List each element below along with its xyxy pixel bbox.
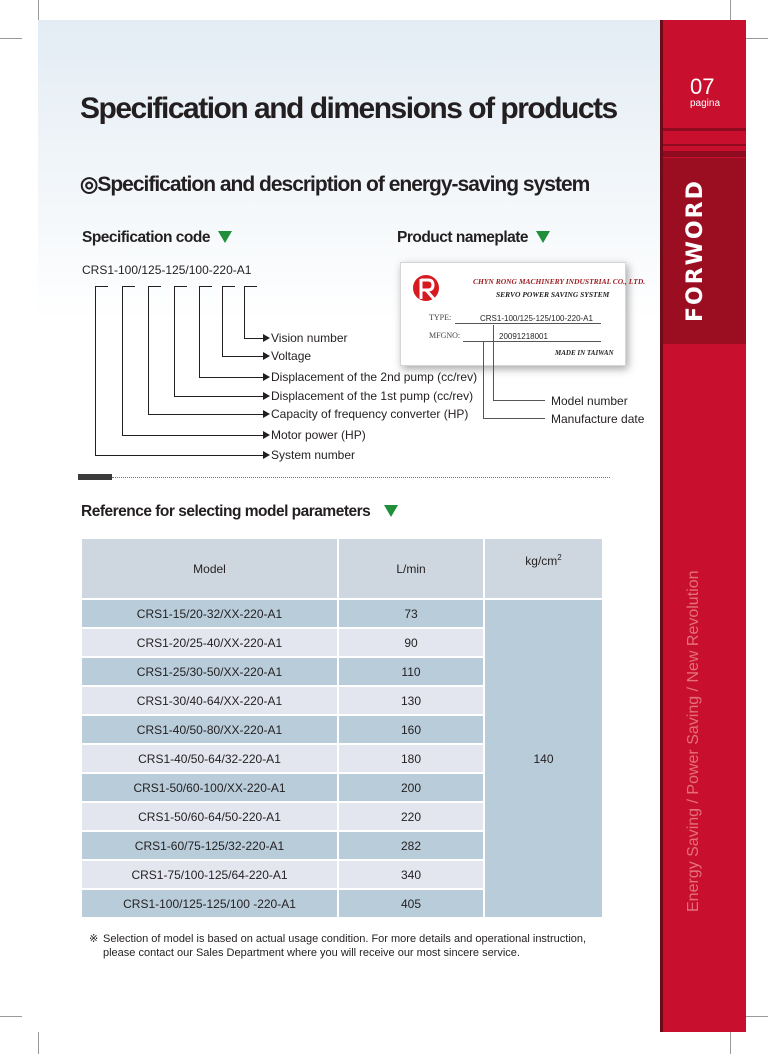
bracket-tick xyxy=(199,286,212,287)
bracket-line xyxy=(222,286,223,356)
arrow-right-icon xyxy=(263,431,270,439)
bracket-line xyxy=(95,286,96,455)
crop-mark xyxy=(0,38,22,39)
page-number-label: pagina xyxy=(690,98,721,109)
crop-mark xyxy=(730,0,731,22)
crop-mark xyxy=(746,38,768,39)
nameplate-type-label: TYPE: xyxy=(429,313,452,322)
cell-lmin: 220 xyxy=(339,803,483,830)
arrow-right-icon xyxy=(263,392,270,400)
column-header-pressure: $kg/cm^2$ xyxy=(485,539,602,598)
model-parameter-table xyxy=(80,537,604,919)
arrow-right-icon xyxy=(263,373,270,381)
sidebar-stripe xyxy=(663,151,746,157)
bracket-line xyxy=(244,286,245,338)
arrow-right-icon xyxy=(263,410,270,418)
spec-label-voltage: Voltage xyxy=(271,349,312,363)
cell-model: CRS1-20/25-40/XX-220-A1 xyxy=(82,629,337,656)
leader-line xyxy=(222,356,263,357)
spec-code-heading-text: Specification code xyxy=(82,229,210,246)
cell-lmin: 405 xyxy=(339,890,483,917)
nameplate-heading-text: Product nameplate xyxy=(397,229,529,246)
bracket-tick xyxy=(174,286,187,287)
spec-label-system: System number xyxy=(271,448,356,462)
footnote-mark: ※ xyxy=(89,933,99,945)
callout-line xyxy=(483,418,545,419)
nameplate-type-value: CRS1-100/125-125/100-220-A1 xyxy=(480,314,593,323)
crop-mark xyxy=(730,1032,731,1054)
cell-lmin: 160 xyxy=(339,716,483,743)
cell-lmin: 340 xyxy=(339,861,483,888)
cell-model: CRS1-50/60-100/XX-220-A1 xyxy=(82,774,337,801)
arrow-right-icon xyxy=(263,334,270,342)
leader-line xyxy=(244,338,263,339)
leader-line xyxy=(95,455,263,456)
spec-label-pump2: Displacement of the 2nd pump (cc/rev) xyxy=(271,370,478,384)
cell-lmin: 90 xyxy=(339,629,483,656)
callout-line xyxy=(493,400,545,401)
table-header-row xyxy=(82,539,602,598)
divider-bar xyxy=(78,474,112,480)
nameplate-company: CHYN RONG MACHINERY INDUSTRIAL CO., LTD. xyxy=(473,277,646,286)
callout-line xyxy=(483,341,484,419)
cell-lmin: 130 xyxy=(339,687,483,714)
cell-model: CRS1-75/100-125/64-220-A1 xyxy=(82,861,337,888)
nameplate-heading xyxy=(397,229,550,247)
cell-pressure: 140 xyxy=(485,600,602,917)
bracket-tick xyxy=(95,286,108,287)
green-triangle-icon xyxy=(218,231,232,243)
bracket-tick xyxy=(122,286,135,287)
sidebar-stripe xyxy=(663,128,746,131)
cell-model: CRS1-30/40-64/XX-220-A1 xyxy=(82,687,337,714)
table-row xyxy=(82,600,602,627)
spec-label-vision: Vision number xyxy=(271,331,348,345)
nameplate-mfgno-value: 20091218001 xyxy=(499,332,548,341)
product-nameplate xyxy=(400,262,646,366)
cell-model: CRS1-15/20-32/XX-220-A1 xyxy=(82,600,337,627)
spec-code-heading xyxy=(82,229,232,247)
cell-lmin: 180 xyxy=(339,745,483,772)
bracket-line xyxy=(199,286,200,377)
cell-lmin: 200 xyxy=(339,774,483,801)
crop-mark xyxy=(0,1016,22,1017)
cell-model: CRS1-40/50-80/XX-220-A1 xyxy=(82,716,337,743)
nameplate-type-line xyxy=(455,323,601,324)
page-title: Specification and dimensions of products xyxy=(80,92,617,125)
company-logo-icon xyxy=(411,272,441,304)
cell-lmin: 282 xyxy=(339,832,483,859)
nameplate-mfgno-label: MFGNO: xyxy=(429,331,461,340)
page-number-value: 07 xyxy=(690,74,715,99)
side-title: FORWORD xyxy=(683,179,708,322)
crop-mark xyxy=(746,1016,768,1017)
bracket-tick xyxy=(222,286,235,287)
callout-manufacture-date: Manufacture date xyxy=(551,412,645,426)
crop-mark xyxy=(38,0,39,22)
bracket-line xyxy=(122,286,123,435)
reference-heading xyxy=(81,503,398,521)
column-header-lmin: L/min xyxy=(339,539,483,598)
spec-label-pump1: Displacement of the 1st pump (cc/rev) xyxy=(271,389,474,403)
spec-code: CRS1-100/125-125/100-220-A1 xyxy=(82,263,252,277)
footnote xyxy=(89,932,629,960)
cell-model: CRS1-60/75-125/32-220-A1 xyxy=(82,832,337,859)
callout-model-number: Model number xyxy=(551,394,628,408)
footnote-line-1: Selection of model is based on actual usage condition. For more details and operational instruction, xyxy=(103,933,587,945)
spec-label-motor: Motor power (HP) xyxy=(271,428,366,442)
cell-model: CRS1-25/30-50/XX-220-A1 xyxy=(82,658,337,685)
leader-line xyxy=(174,396,263,397)
nameplate-made-in: MADE IN TAIWAN xyxy=(555,349,614,357)
leader-line xyxy=(148,414,263,415)
leader-line xyxy=(199,377,263,378)
bracket-tick xyxy=(148,286,161,287)
cell-lmin: 110 xyxy=(339,658,483,685)
cell-lmin: 73 xyxy=(339,600,483,627)
sidebar-stripe xyxy=(663,144,746,146)
cell-model: CRS1-40/50-64/32-220-A1 xyxy=(82,745,337,772)
section-title: ◎Specification and description of energy-saving system xyxy=(80,173,590,196)
bracket-line xyxy=(148,286,149,414)
cell-model: CRS1-50/60-64/50-220-A1 xyxy=(82,803,337,830)
crop-mark xyxy=(38,1032,39,1054)
bracket-tick xyxy=(244,286,257,287)
column-header-model: Model xyxy=(82,539,337,598)
leader-line xyxy=(122,435,263,436)
dotted-divider xyxy=(112,477,610,478)
nameplate-system: SERVO POWER SAVING SYSTEM xyxy=(496,290,610,299)
page-number xyxy=(690,74,746,118)
green-triangle-icon xyxy=(384,505,398,517)
footnote-line-2: please contact our Sales Department where you will receive our most sincere service. xyxy=(103,947,520,959)
bracket-line xyxy=(174,286,175,396)
spec-label-converter: Capacity of frequency converter (HP) xyxy=(271,407,469,421)
callout-line xyxy=(493,325,494,401)
cell-model: CRS1-100/125-125/100 -220-A1 xyxy=(82,890,337,917)
side-slogan: Energy Saving / Power Saving / New Revolution xyxy=(685,570,702,912)
arrow-right-icon xyxy=(263,352,270,360)
reference-heading-text: Reference for selecting model parameters xyxy=(81,503,371,520)
green-triangle-icon xyxy=(536,231,550,243)
arrow-right-icon xyxy=(263,451,270,459)
